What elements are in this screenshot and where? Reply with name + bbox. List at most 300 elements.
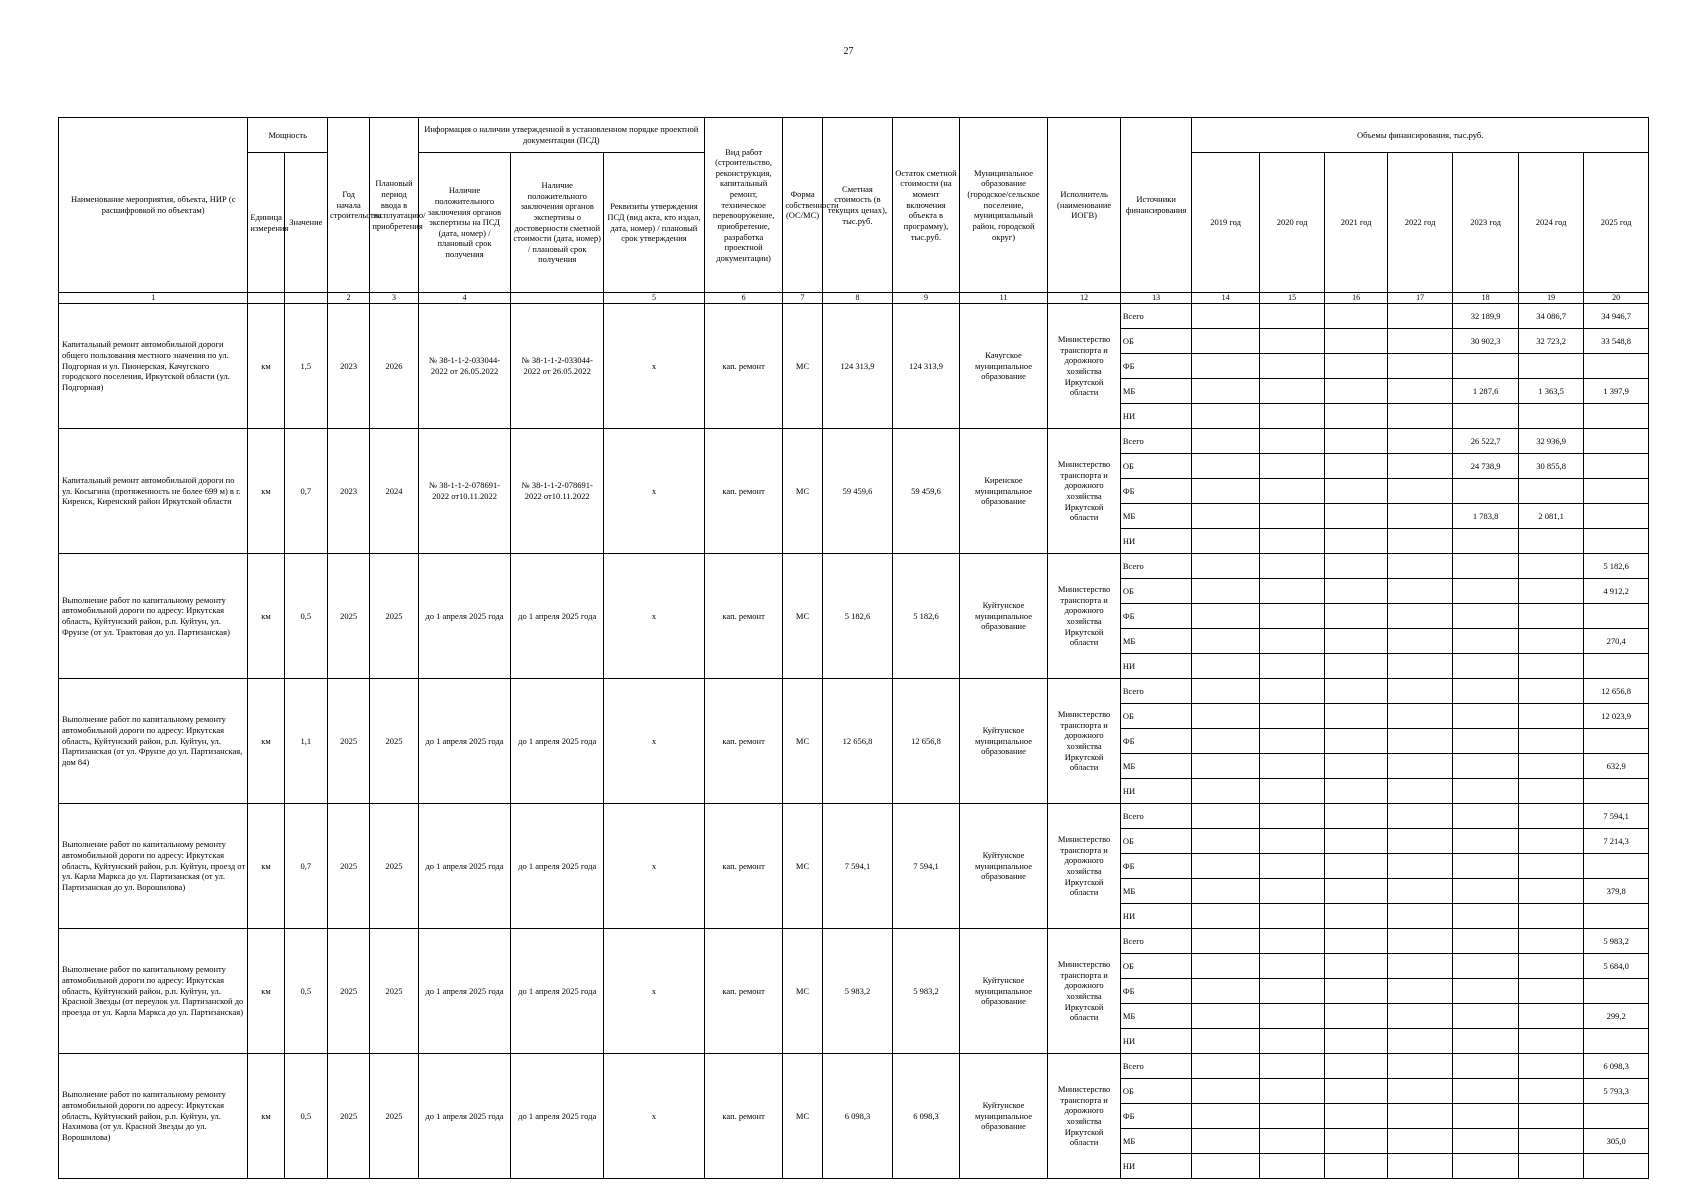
financing-cell xyxy=(1518,579,1583,604)
financing-cell xyxy=(1259,1129,1324,1154)
financing-cell xyxy=(1192,1054,1260,1079)
item-psd-cost: до 1 апреля 2025 года xyxy=(511,1054,604,1179)
column-number: 14 xyxy=(1192,293,1260,304)
funding-source-label: НИ xyxy=(1120,1029,1192,1054)
financing-cell xyxy=(1387,1154,1452,1179)
item-estimate: 59 459,6 xyxy=(822,429,893,554)
item-remaining: 124 313,9 xyxy=(893,304,959,429)
header-psd-approval: Реквизиты утверждения ПСД (вид акта, кто издал, дата, номер) / плановый срок утверждения xyxy=(604,153,705,293)
financing-cell xyxy=(1259,729,1324,754)
item-work-type: кап. ремонт xyxy=(704,1054,783,1179)
financing-cell: 30 902,3 xyxy=(1453,329,1518,354)
financing-cell xyxy=(1453,704,1518,729)
item-psd-positive: до 1 апреля 2025 года xyxy=(418,804,511,929)
financing-cell xyxy=(1192,354,1260,379)
item-psd-cost: № 38-1-1-2-033044-2022 от 26.05.2022 xyxy=(511,304,604,429)
financing-cell xyxy=(1453,904,1518,929)
item-remaining: 5 983,2 xyxy=(893,929,959,1054)
financing-cell xyxy=(1453,654,1518,679)
funding-source-label: МБ xyxy=(1120,1004,1192,1029)
financing-cell xyxy=(1387,954,1452,979)
financing-cell xyxy=(1325,704,1387,729)
item-unit: км xyxy=(248,804,284,929)
financing-cell xyxy=(1518,1104,1583,1129)
financing-cell: 7 214,3 xyxy=(1584,829,1649,854)
funding-source-label: МБ xyxy=(1120,754,1192,779)
column-number-row xyxy=(59,293,1649,304)
table-row xyxy=(59,929,1649,954)
header-estimate: Сметная стоимость (в текущих ценах), тыс.руб. xyxy=(822,118,893,293)
financing-cell xyxy=(1325,929,1387,954)
item-remaining: 59 459,6 xyxy=(893,429,959,554)
financing-cell xyxy=(1259,579,1324,604)
item-municipality: Качугское муниципальное образование xyxy=(959,304,1048,429)
financing-cell: 34 946,7 xyxy=(1584,304,1649,329)
financing-cell xyxy=(1259,754,1324,779)
financing-cell: 34 086,7 xyxy=(1518,304,1583,329)
financing-cell xyxy=(1259,904,1324,929)
item-municipality: Куйтунское муниципальное образование xyxy=(959,679,1048,804)
funding-source-label: НИ xyxy=(1120,1154,1192,1179)
financing-cell xyxy=(1192,554,1260,579)
financing-cell xyxy=(1387,604,1452,629)
item-name: Выполнение работ по капитальному ремонту автомобильной дороги по адресу: Иркутская область, Куйтунский район, р.п. Куйтун, ул. Партизанская (от ул. Фрунзе до ул. Партизанская, дом 84) xyxy=(59,679,248,804)
item-municipality: Куйтунское муниципальное образование xyxy=(959,554,1048,679)
financing-cell xyxy=(1259,629,1324,654)
financing-cell xyxy=(1518,629,1583,654)
financing-cell xyxy=(1387,504,1452,529)
funding-source-label: Всего xyxy=(1120,929,1192,954)
financing-cell xyxy=(1325,529,1387,554)
financing-cell xyxy=(1259,429,1324,454)
item-municipality: Куйтунское муниципальное образование xyxy=(959,1054,1048,1179)
page-number: 27 xyxy=(843,46,854,57)
financing-cell xyxy=(1387,554,1452,579)
financing-cell xyxy=(1192,404,1260,429)
financing-cell xyxy=(1387,854,1452,879)
financing-cell xyxy=(1192,679,1260,704)
column-number: 13 xyxy=(1120,293,1192,304)
financing-cell: 5 684,0 xyxy=(1584,954,1649,979)
item-psd-approval: х xyxy=(604,1054,705,1179)
financing-cell xyxy=(1453,729,1518,754)
funding-source-label: НИ xyxy=(1120,654,1192,679)
financing-cell xyxy=(1387,429,1452,454)
financing-cell xyxy=(1518,1029,1583,1054)
financing-cell xyxy=(1584,404,1649,429)
item-name: Выполнение работ по капитальному ремонту автомобильной дороги по адресу: Иркутская область, Куйтунский район, р.п. Куйтун, проезд от ул. Карла Маркса до ул. Партизанская (от ул. Партизанская до ул. Ворошилова) xyxy=(59,804,248,929)
column-number: 16 xyxy=(1325,293,1387,304)
header-year-2024: 2024 год xyxy=(1518,153,1583,293)
financing-cell xyxy=(1387,929,1452,954)
financing-cell xyxy=(1325,604,1387,629)
item-work-type: кап. ремонт xyxy=(704,304,783,429)
item-value: 0,7 xyxy=(284,804,327,929)
item-ownership: МС xyxy=(783,554,822,679)
financing-cell xyxy=(1453,629,1518,654)
financing-cell xyxy=(1259,454,1324,479)
header-year-2020: 2020 год xyxy=(1259,153,1324,293)
item-start-year: 2023 xyxy=(328,429,370,554)
financing-cell xyxy=(1453,779,1518,804)
financing-cell xyxy=(1259,704,1324,729)
item-value: 0,5 xyxy=(284,1054,327,1179)
header-work-type: Вид работ (строительство, реконструкция, капитальный ремонт, техническое перевооружение, приобретение, разработка проектной документации) xyxy=(704,118,783,293)
financing-cell xyxy=(1192,729,1260,754)
financing-cell: 632,9 xyxy=(1584,754,1649,779)
column-number: 1 xyxy=(59,293,248,304)
item-estimate: 12 656,8 xyxy=(822,679,893,804)
financing-cell xyxy=(1259,1154,1324,1179)
financing-cell xyxy=(1584,504,1649,529)
financing-cell xyxy=(1387,729,1452,754)
item-planned-period: 2025 xyxy=(370,679,418,804)
column-number: 12 xyxy=(1048,293,1121,304)
financing-cell xyxy=(1325,729,1387,754)
table-row xyxy=(59,1054,1649,1079)
table-row xyxy=(59,804,1649,829)
financing-cell xyxy=(1192,804,1260,829)
financing-cell xyxy=(1325,304,1387,329)
column-number xyxy=(284,293,327,304)
financing-cell xyxy=(1518,829,1583,854)
item-estimate: 5 182,6 xyxy=(822,554,893,679)
financing-cell xyxy=(1387,804,1452,829)
column-number: 2 xyxy=(328,293,370,304)
financing-cell xyxy=(1325,1004,1387,1029)
item-executor: Министерство транспорта и дорожного хозяйства Иркутской области xyxy=(1048,679,1121,804)
financing-cell xyxy=(1325,1129,1387,1154)
financing-cell xyxy=(1453,1029,1518,1054)
financing-cell xyxy=(1325,404,1387,429)
financing-cell xyxy=(1325,804,1387,829)
funding-source-label: Всего xyxy=(1120,804,1192,829)
header-year-2019: 2019 год xyxy=(1192,153,1260,293)
financing-cell xyxy=(1192,1129,1260,1154)
financing-cell xyxy=(1259,779,1324,804)
header-psd-positive: Наличие положительного заключения органов экспертизы на ПСД (дата, номер) / плановый срок получения xyxy=(418,153,511,293)
financing-cell xyxy=(1518,904,1583,929)
item-psd-positive: № 38-1-1-2-078691-2022 от10.11.2022 xyxy=(418,429,511,554)
header-year-2023: 2023 год xyxy=(1453,153,1518,293)
financing-cell xyxy=(1584,729,1649,754)
financing-cell xyxy=(1584,529,1649,554)
financing-cell xyxy=(1325,329,1387,354)
financing-cell xyxy=(1325,1029,1387,1054)
item-start-year: 2025 xyxy=(328,804,370,929)
column-number: 18 xyxy=(1453,293,1518,304)
item-estimate: 7 594,1 xyxy=(822,804,893,929)
financing-cell xyxy=(1453,479,1518,504)
financing-cell xyxy=(1387,829,1452,854)
financing-cell xyxy=(1453,879,1518,904)
financing-cell xyxy=(1325,379,1387,404)
item-executor: Министерство транспорта и дорожного хозяйства Иркутской области xyxy=(1048,304,1121,429)
funding-source-label: ОБ xyxy=(1120,954,1192,979)
header-planned-period: Плановый период ввода в эксплуатацию/приобретения xyxy=(370,118,418,293)
financing-cell xyxy=(1259,929,1324,954)
column-number: 5 xyxy=(604,293,705,304)
financing-cell xyxy=(1192,854,1260,879)
item-start-year: 2025 xyxy=(328,929,370,1054)
financing-cell: 32 723,2 xyxy=(1518,329,1583,354)
financing-cell xyxy=(1192,704,1260,729)
financing-cell xyxy=(1259,1104,1324,1129)
financing-cell xyxy=(1518,354,1583,379)
item-planned-period: 2026 xyxy=(370,304,418,429)
financing-cell xyxy=(1325,879,1387,904)
financing-cell xyxy=(1387,1004,1452,1029)
item-planned-period: 2024 xyxy=(370,429,418,554)
financing-cell: 270,4 xyxy=(1584,629,1649,654)
financing-cell: 6 098,3 xyxy=(1584,1054,1649,1079)
item-work-type: кап. ремонт xyxy=(704,554,783,679)
column-number: 20 xyxy=(1584,293,1649,304)
item-start-year: 2023 xyxy=(328,304,370,429)
financing-cell xyxy=(1259,829,1324,854)
item-executor: Министерство транспорта и дорожного хозяйства Иркутской области xyxy=(1048,429,1121,554)
financing-cell xyxy=(1192,454,1260,479)
financing-cell xyxy=(1192,829,1260,854)
financing-cell: 5 793,3 xyxy=(1584,1079,1649,1104)
financing-cell: 1 397,9 xyxy=(1584,379,1649,404)
funding-source-label: ФБ xyxy=(1120,479,1192,504)
financing-cell xyxy=(1325,829,1387,854)
item-work-type: кап. ремонт xyxy=(704,929,783,1054)
header-financing: Объемы финансирования, тыс.руб. xyxy=(1192,118,1649,153)
financing-cell xyxy=(1453,579,1518,604)
item-name: Капитальный ремонт автомобильной дороги общего пользования местного значения по ул. Подгорная и ул. Пионерская, Качугского городского поселения, Иркутской области (ул. Подгорная) xyxy=(59,304,248,429)
column-number: 7 xyxy=(783,293,822,304)
financing-cell xyxy=(1192,954,1260,979)
financing-cell xyxy=(1518,654,1583,679)
financing-cell xyxy=(1192,329,1260,354)
funding-source-label: МБ xyxy=(1120,379,1192,404)
item-planned-period: 2025 xyxy=(370,554,418,679)
financing-cell xyxy=(1387,879,1452,904)
financing-cell xyxy=(1518,554,1583,579)
financing-cell xyxy=(1259,1054,1324,1079)
item-executor: Министерство транспорта и дорожного хозяйства Иркутской области xyxy=(1048,929,1121,1054)
item-unit: км xyxy=(248,554,284,679)
financing-cell xyxy=(1325,354,1387,379)
financing-cell: 2 081,1 xyxy=(1518,504,1583,529)
item-psd-approval: х xyxy=(604,429,705,554)
item-psd-positive: до 1 апреля 2025 года xyxy=(418,554,511,679)
financing-cell xyxy=(1518,704,1583,729)
financing-cell xyxy=(1387,779,1452,804)
financing-cell: 1 363,5 xyxy=(1518,379,1583,404)
item-municipality: Киренское муниципальное образование xyxy=(959,429,1048,554)
column-number: 15 xyxy=(1259,293,1324,304)
funding-source-label: МБ xyxy=(1120,629,1192,654)
column-number: 3 xyxy=(370,293,418,304)
financing-cell: 32 936,9 xyxy=(1518,429,1583,454)
column-number: 11 xyxy=(959,293,1048,304)
item-remaining: 5 182,6 xyxy=(893,554,959,679)
funding-source-label: ФБ xyxy=(1120,354,1192,379)
financing-cell xyxy=(1518,929,1583,954)
financing-cell xyxy=(1387,1054,1452,1079)
financing-cell: 1 783,8 xyxy=(1453,504,1518,529)
financing-cell xyxy=(1259,304,1324,329)
item-unit: км xyxy=(248,1054,284,1179)
header-name: Наименование мероприятия, объекта, НИР (с расшифровкой по объектам) xyxy=(59,118,248,293)
header-row-1 xyxy=(59,118,1649,153)
item-name: Капитальный ремонт автомобильной дороги по ул. Косыгина (протяженность не более 699 м) в г. Киренск, Киренский район Иркутской области xyxy=(59,429,248,554)
item-start-year: 2025 xyxy=(328,554,370,679)
financing-cell xyxy=(1387,1129,1452,1154)
item-psd-cost: до 1 апреля 2025 года xyxy=(511,929,604,1054)
financing-cell xyxy=(1325,779,1387,804)
funding-source-label: Всего xyxy=(1120,1054,1192,1079)
financing-cell xyxy=(1453,929,1518,954)
financing-cell: 33 548,8 xyxy=(1584,329,1649,354)
item-psd-approval: х xyxy=(604,804,705,929)
financing-cell xyxy=(1453,1129,1518,1154)
table-row xyxy=(59,429,1649,454)
financing-cell xyxy=(1259,379,1324,404)
item-executor: Министерство транспорта и дорожного хозяйства Иркутской области xyxy=(1048,804,1121,929)
financing-cell xyxy=(1453,954,1518,979)
item-remaining: 6 098,3 xyxy=(893,1054,959,1179)
financing-cell xyxy=(1192,504,1260,529)
item-name: Выполнение работ по капитальному ремонту автомобильной дороги по адресу: Иркутская область, Куйтунский район, р.п. Куйтун, ул. Фрунзе (от ул. Трактовая до ул. Партизанская) xyxy=(59,554,248,679)
financing-cell xyxy=(1325,904,1387,929)
financing-cell xyxy=(1259,604,1324,629)
header-ownership: Форма собственности (ОС/МС) xyxy=(783,118,822,293)
financing-cell xyxy=(1518,879,1583,904)
item-planned-period: 2025 xyxy=(370,804,418,929)
header-sources: Источники финансирования xyxy=(1120,118,1192,293)
financing-cell xyxy=(1518,1079,1583,1104)
item-executor: Министерство транспорта и дорожного хозяйства Иркутской области xyxy=(1048,554,1121,679)
item-municipality: Куйтунское муниципальное образование xyxy=(959,929,1048,1054)
column-number: 6 xyxy=(704,293,783,304)
funding-source-label: ОБ xyxy=(1120,1079,1192,1104)
financing-cell xyxy=(1387,1079,1452,1104)
header-municipality: Муниципальное образование (городское/сельское поселение, муниципальный район, городской округ) xyxy=(959,118,1048,293)
funding-source-label: НИ xyxy=(1120,779,1192,804)
financing-cell xyxy=(1192,754,1260,779)
item-unit: км xyxy=(248,679,284,804)
financing-cell xyxy=(1518,1154,1583,1179)
financing-cell xyxy=(1192,779,1260,804)
header-year-2021: 2021 год xyxy=(1325,153,1387,293)
item-value: 0,5 xyxy=(284,554,327,679)
item-work-type: кап. ремонт xyxy=(704,804,783,929)
financing-cell xyxy=(1192,529,1260,554)
financing-cell xyxy=(1192,1004,1260,1029)
header-psd-cost: Наличие положительного заключения органов экспертизы о достоверности сметной стоимости (дата, номер) / плановый срок получения xyxy=(511,153,604,293)
financing-cell xyxy=(1259,854,1324,879)
funding-source-label: МБ xyxy=(1120,1129,1192,1154)
funding-source-label: ФБ xyxy=(1120,729,1192,754)
financing-cell xyxy=(1325,1079,1387,1104)
financing-cell xyxy=(1518,529,1583,554)
table-row xyxy=(59,554,1649,579)
financing-cell: 30 855,8 xyxy=(1518,454,1583,479)
item-psd-positive: № 38-1-1-2-033044-2022 от 26.05.2022 xyxy=(418,304,511,429)
financing-cell xyxy=(1518,479,1583,504)
financing-cell xyxy=(1259,354,1324,379)
financing-cell xyxy=(1453,604,1518,629)
item-ownership: МС xyxy=(783,679,822,804)
financing-cell xyxy=(1387,979,1452,1004)
financing-cell xyxy=(1453,829,1518,854)
financing-cell xyxy=(1259,1029,1324,1054)
financing-cell xyxy=(1518,404,1583,429)
financing-cell xyxy=(1259,654,1324,679)
financing-cell xyxy=(1387,329,1452,354)
table-row xyxy=(59,679,1649,704)
item-start-year: 2025 xyxy=(328,1054,370,1179)
funding-source-label: ОБ xyxy=(1120,704,1192,729)
column-number: 19 xyxy=(1518,293,1583,304)
financing-cell xyxy=(1259,329,1324,354)
financing-cell xyxy=(1325,554,1387,579)
financing-cell xyxy=(1584,904,1649,929)
financing-cell xyxy=(1584,604,1649,629)
funding-source-label: НИ xyxy=(1120,529,1192,554)
financing-cell: 1 287,6 xyxy=(1453,379,1518,404)
item-ownership: МС xyxy=(783,804,822,929)
financing-cell xyxy=(1518,854,1583,879)
item-ownership: МС xyxy=(783,929,822,1054)
item-ownership: МС xyxy=(783,1054,822,1179)
item-work-type: кап. ремонт xyxy=(704,679,783,804)
financing-cell xyxy=(1192,1104,1260,1129)
item-unit: км xyxy=(248,929,284,1054)
funding-source-label: ФБ xyxy=(1120,854,1192,879)
financing-cell xyxy=(1192,1029,1260,1054)
item-name: Выполнение работ по капитальному ремонту автомобильной дороги по адресу: Иркутская область, Куйтунский район, р.п. Куйтун, ул. Красной Звезды (от переулок ул. Партизанской до проезда от ул. Карла Маркса до ул. Партизанская) xyxy=(59,929,248,1054)
financing-cell xyxy=(1453,1004,1518,1029)
financing-cell xyxy=(1325,654,1387,679)
header-psd-info: Информация о наличии утвержденной в установленном порядке проектной документации (ПСД) xyxy=(418,118,704,153)
funding-source-label: МБ xyxy=(1120,879,1192,904)
financing-cell xyxy=(1453,554,1518,579)
funding-source-label: ОБ xyxy=(1120,329,1192,354)
financing-table xyxy=(58,117,1649,1179)
item-executor: Министерство транспорта и дорожного хозяйства Иркутской области xyxy=(1048,1054,1121,1179)
financing-cell xyxy=(1453,529,1518,554)
financing-cell xyxy=(1325,1104,1387,1129)
financing-cell xyxy=(1192,1079,1260,1104)
financing-cell xyxy=(1192,979,1260,1004)
funding-source-label: ФБ xyxy=(1120,604,1192,629)
item-unit: км xyxy=(248,429,284,554)
financing-cell xyxy=(1192,604,1260,629)
financing-cell xyxy=(1518,804,1583,829)
financing-cell xyxy=(1192,379,1260,404)
item-ownership: МС xyxy=(783,304,822,429)
financing-cell xyxy=(1387,1104,1452,1129)
funding-source-label: Всего xyxy=(1120,304,1192,329)
item-estimate: 124 313,9 xyxy=(822,304,893,429)
item-remaining: 7 594,1 xyxy=(893,804,959,929)
financing-cell: 24 738,9 xyxy=(1453,454,1518,479)
financing-cell xyxy=(1387,754,1452,779)
financing-cell xyxy=(1387,529,1452,554)
financing-cell: 4 912,2 xyxy=(1584,579,1649,604)
financing-cell xyxy=(1325,754,1387,779)
financing-cell xyxy=(1584,1104,1649,1129)
item-value: 0,7 xyxy=(284,429,327,554)
financing-cell xyxy=(1192,929,1260,954)
financing-cell xyxy=(1453,979,1518,1004)
item-psd-positive: до 1 апреля 2025 года xyxy=(418,929,511,1054)
